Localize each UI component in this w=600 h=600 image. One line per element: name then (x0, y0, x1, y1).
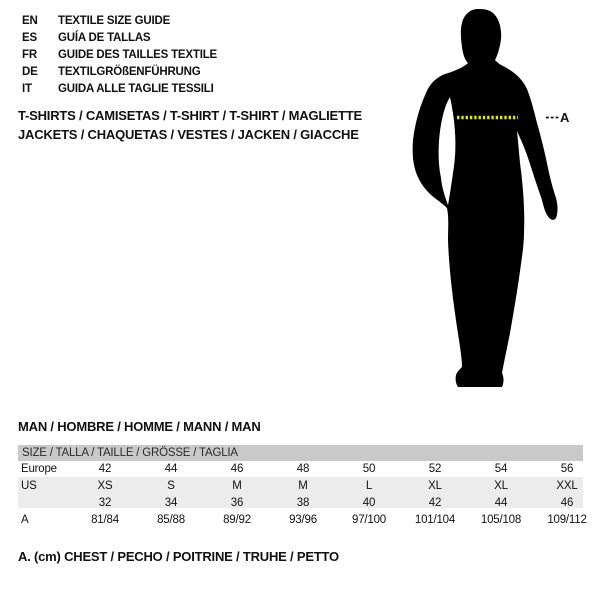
table-row-chest-a (18, 512, 600, 529)
section-title-man: MAN / HOMBRE / HOMME / MANN / MAN (18, 419, 261, 434)
row-label (18, 495, 72, 512)
row-label: A (21, 514, 29, 526)
table-cell: 32 (98, 497, 112, 509)
table-cell: 105/108 (480, 514, 522, 526)
table-cell: 46 (230, 463, 244, 475)
table-cell: 93/96 (289, 514, 317, 526)
language-code: EN (22, 15, 38, 27)
man-silhouette-shape (413, 9, 558, 387)
row-label: Europe (21, 463, 57, 475)
category-jackets: JACKETS / CHAQUETAS / VESTES / JACKEN / GIACCHE (18, 126, 359, 142)
table-cell: 40 (362, 497, 376, 509)
table-cell: XXL (556, 480, 578, 492)
table-cell: 52 (428, 463, 442, 475)
table-cell: 44 (164, 463, 178, 475)
table-cell: 44 (494, 497, 508, 509)
table-cell: 56 (560, 463, 574, 475)
language-label: GUÍA DE TALLAS (58, 32, 151, 44)
table-cell: 46 (560, 497, 574, 509)
table-row-us (18, 478, 600, 495)
table-cell: 101/104 (414, 514, 456, 526)
language-code: FR (22, 49, 37, 61)
table-cell: 85/88 (157, 514, 185, 526)
table-cell: 48 (296, 463, 310, 475)
table-cell: 109/112 (547, 514, 587, 526)
table-cell: 50 (362, 463, 376, 475)
table-cell: 42 (428, 497, 442, 509)
table-cell: 89/92 (223, 514, 251, 526)
row-label: US (21, 480, 37, 492)
language-label: GUIDA ALLE TAGLIE TESSILI (58, 83, 214, 95)
table-cell: M (232, 480, 242, 492)
table-cell: 38 (296, 497, 310, 509)
language-label: GUIDE DES TAILLES TEXTILE (58, 49, 217, 61)
table-cell: L (365, 480, 373, 492)
table-cell: 81/84 (91, 514, 119, 526)
table-cell: 97/100 (352, 514, 386, 526)
language-code: ES (22, 32, 37, 44)
language-code: DE (22, 66, 38, 78)
language-label: TEXTILGRÖßENFÜHRUNG (58, 66, 201, 78)
table-row-europe (18, 461, 600, 478)
language-code: IT (22, 83, 32, 95)
measurement-footnote: A. (cm) CHEST / PECHO / POITRINE / TRUHE / PETTO (18, 549, 339, 564)
table-cell: S (167, 480, 175, 492)
measure-label-a: A (560, 110, 570, 125)
table-cell: 36 (230, 497, 244, 509)
category-tshirts: T-SHIRTS / CAMISETAS / T-SHIRT / T-SHIRT / MAGLIETTE (18, 108, 362, 123)
table-cell: 34 (164, 497, 178, 509)
table-cell: M (298, 480, 308, 492)
table-cell: XS (97, 480, 113, 492)
table-cell: XL (494, 480, 508, 492)
table-row-numeric (18, 495, 600, 512)
table-cell: XL (428, 480, 442, 492)
table-cell: 42 (98, 463, 112, 475)
size-table-header: SIZE / TALLA / TAILLE / GRÖSSE / TAGLIA (18, 445, 583, 461)
language-label: TEXTILE SIZE GUIDE (58, 15, 171, 27)
table-cell: 54 (494, 463, 508, 475)
